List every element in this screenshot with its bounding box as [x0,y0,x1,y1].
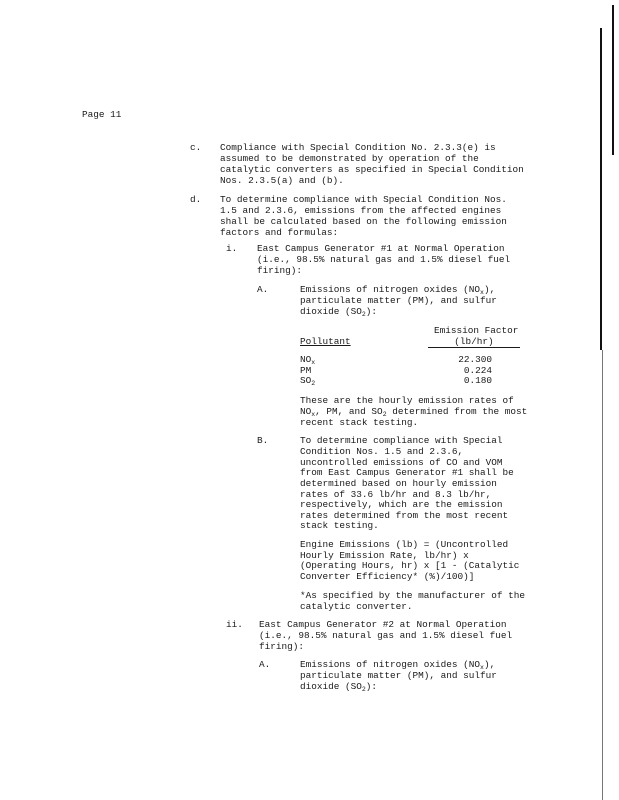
formula-line: Converter Efficiency* (%)/100)] [300,571,475,582]
table-pollutant: $NO_x$ [300,354,316,366]
table-value: 0.180 [463,375,492,386]
sub-ii-A-line: Emissions of nitrogen oxides $(NO_x)$, [300,659,496,671]
sub-i-B-line: rates determined from the most recent [300,510,509,521]
sub-ii-A-line: dioxide $(SO_2)$: [300,681,378,693]
table-pollutant: $SO_2$ [300,375,316,387]
sub-i-B-line: stack testing. [300,520,379,531]
sub-ii-line: (i.e., 98.5% natural gas and 1.5% diesel fuel [259,630,513,641]
formula-line: (Operating Hours, hr) x [1 - (Catalytic [300,560,520,571]
item-d-line: To determine compliance with Special Condition Nos. [220,194,507,205]
item-c-line: catalytic converters as specified in Special Condition [220,164,524,175]
sub-i-B-line: rates of 33.6 lb/hr and 8.3 lb/hr, [300,489,492,500]
sub-i-B-line: uncontrolled emissions of CO and VOM [300,457,503,468]
sub-i-marker: i. [226,243,238,254]
item-c-marker: c. [190,142,202,153]
scan-edge-line [600,28,602,350]
sub-i-B-line: Condition Nos. 1.5 and 2.3.6, [300,446,464,457]
item-d-line: factors and formulas: [220,227,339,238]
table-value: 22.300 [458,354,492,365]
item-d-line: shall be calculated based on the following emission [220,216,507,227]
sub-i-A-line: dioxide $(SO_2)$: [300,306,378,318]
table-header-pollutant: Pollutant [300,336,351,347]
item-c-line: assumed to be demonstrated by operation of the [220,153,479,164]
sub-i-line: East Campus Generator #1 at Normal Operation [257,243,505,254]
table-note-line: $NO_x$, PM, and $SO_2$ determined from the most [300,406,528,418]
page-label: Page 11 [82,109,122,120]
item-c-line: Compliance with Special Condition No. 2.3.3(e) is [220,142,496,153]
sub-ii-line: East Campus Generator #2 at Normal Operation [259,619,507,630]
scan-edge-line [602,350,603,800]
formula-line: Hourly Emission Rate, lb/hr) x [300,550,469,561]
item-c-line: Nos. 2.3.5(a) and (b). [220,175,344,186]
table-note-line: These are the hourly emission rates of [300,395,514,406]
item-d-marker: d. [190,194,202,205]
table-header-factor: Emission Factor [434,325,519,336]
sub-i-line: (i.e., 98.5% natural gas and 1.5% diesel fuel [257,254,511,265]
sub-i-B-marker: B. [257,435,269,446]
sub-ii-line: firing): [259,641,305,652]
sub-ii-A-line: particulate matter (PM), and sulfur [300,670,497,681]
footnote-line: *As specified by the manufacturer of the [300,590,526,601]
sub-i-B-line: To determine compliance with Special [300,435,503,446]
sub-ii-marker: ii. [226,619,243,630]
footnote-line: catalytic converter. [300,601,413,612]
table-pollutant: PM [300,365,312,376]
item-d-line: 1.5 and 2.3.6, emissions from the affected engines [220,205,502,216]
sub-ii-A-marker: A. [259,659,271,670]
table-value: 0.224 [463,365,492,376]
scan-edge-line [612,5,614,155]
sub-i-line: firing): [257,265,303,276]
formula-line: Engine Emissions (lb) = (Uncontrolled [300,539,509,550]
sub-i-A-line: Emissions of nitrogen oxides $(NO_x)$, [300,284,496,296]
table-note-line: recent stack testing. [300,417,419,428]
sub-i-B-line: from East Campus Generator #1 shall be [300,467,514,478]
sub-i-A-line: particulate matter (PM), and sulfur [300,295,497,306]
sub-i-B-line: respectively, which are the emission [300,499,503,510]
sub-i-A-marker: A. [257,284,269,295]
table-header-unit: (lb/hr) [428,337,520,348]
sub-i-B-line: determined based on hourly emission [300,478,497,489]
